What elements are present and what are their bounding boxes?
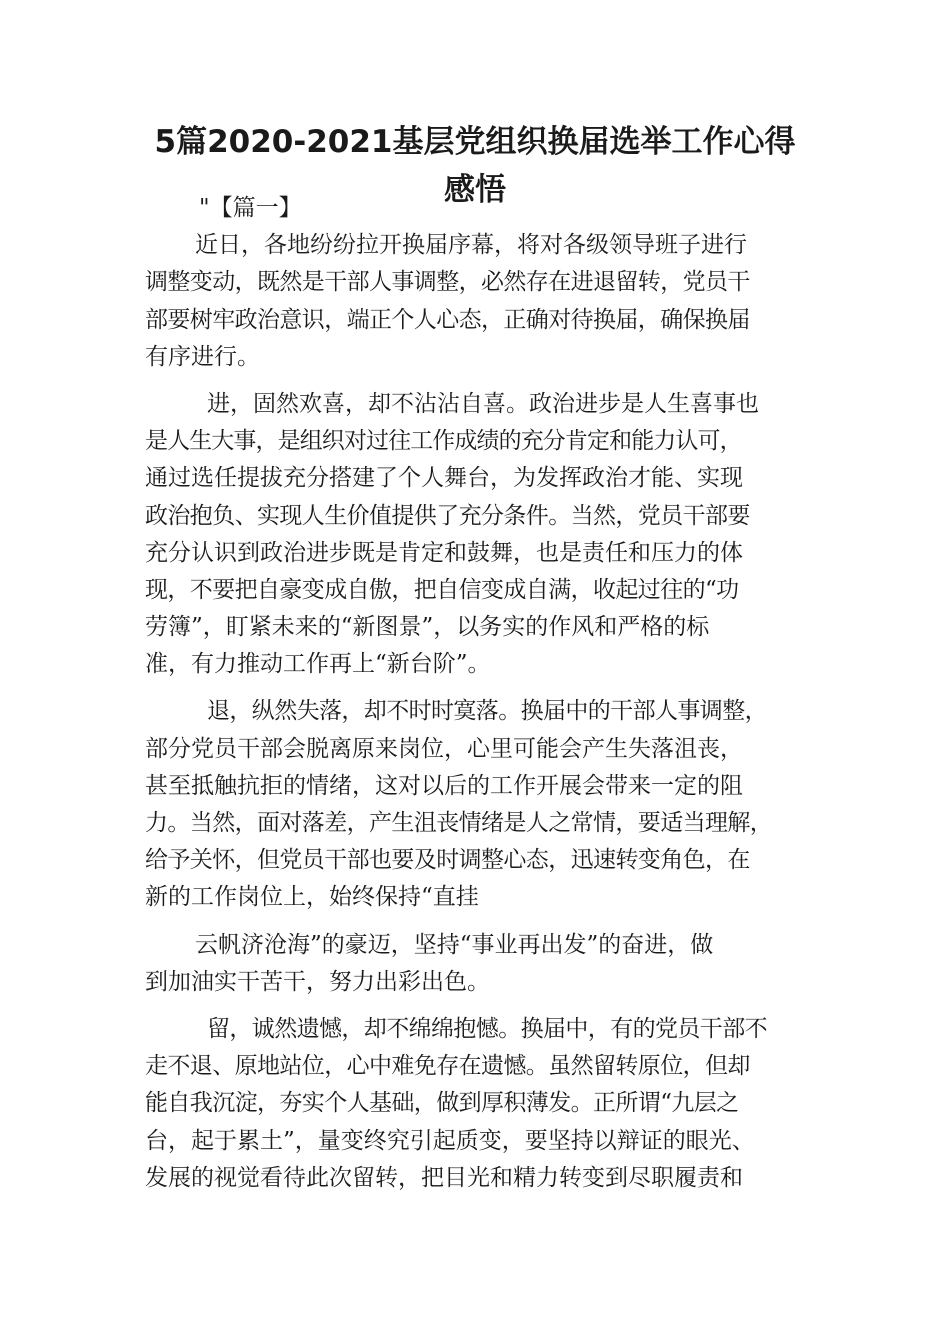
- paragraph-line: 给予关怀，但党员干部也要及时调整心态，迅速转变角色，在: [145, 847, 750, 874]
- paragraph-line: 到加油实干苦干，努力出彩出色。: [145, 968, 490, 995]
- paragraph-line: 进，固然欢喜，却不沾沾自喜。政治进步是人生喜事也: [207, 390, 759, 417]
- paragraph-line: 走不退、原地站位，心中难免存在遗憾。虽然留转原位，但却: [145, 1053, 750, 1080]
- paragraph-line: 能自我沉淀，夯实个人基础，做到厚积薄发。正所谓“九层之: [145, 1090, 739, 1117]
- paragraph-line: 政治抱负、实现人生价值提供了充分条件。当然，党员干部要: [145, 502, 750, 529]
- paragraph-line: 现，不要把自豪变成自傲，把自信变成自满，收起过往的“功: [145, 576, 739, 603]
- section-heading: "【篇一】: [199, 195, 302, 221]
- paragraph-gap: [145, 683, 815, 693]
- paragraph-line: 近日，各地纷纷拉开换届序幕，将对各级领导班子进行: [195, 232, 747, 259]
- paragraph-line: 发展的视觉看待此次留转，把目光和精力转变到尽职履责和: [145, 1164, 743, 1191]
- paragraph-line: 云帆济沧海”的豪迈，坚持“事业再出发”的奋进，做: [195, 931, 714, 958]
- document-title-line-1: 5篇2020-2021基层党组织换届选举工作心得: [154, 124, 796, 160]
- paragraph-line: 是人生大事，是组织对过往工作成绩的充分肯定和能力认可，: [145, 428, 742, 455]
- paragraph-line: 有序进行。: [145, 343, 260, 370]
- paragraph-gap: [145, 1001, 815, 1011]
- paragraph-line: 新的工作岗位上，始终保持“直挂: [145, 884, 479, 911]
- paragraph-line: 调整变动，既然是干部人事调整，必然存在进退留转，党员干: [145, 269, 750, 296]
- paragraph-line: 通过选任提拔充分搭建了个人舞台，为发挥政治才能、实现: [145, 465, 743, 492]
- paragraph-gap: [145, 376, 815, 386]
- paragraph-line: 部要树牢政治意识，端正个人心态，正确对待换届，确保换届: [145, 306, 750, 333]
- paragraph-line: 力。当然，面对落差，产生沮丧情绪是人之常情，要适当理解，: [145, 810, 773, 836]
- document-body: [145, 190, 815, 1197]
- paragraph-line: 劳簿”，盯紧未来的“新图景”，以务实的作风和严格的标: [145, 614, 710, 641]
- paragraph-gap: [145, 917, 815, 927]
- paragraph-line: 退，纵然失落，却不时时寞落。换届中的干部人事调整，: [207, 698, 768, 725]
- document-title-line-2: 感悟: [444, 172, 506, 208]
- paragraph-line: 充分认识到政治进步既是肯定和鼓舞，也是责任和压力的体: [145, 539, 743, 566]
- paragraph-line: 台，起于累土”，量变终究引起质变，要坚持以辩证的眼光、: [145, 1127, 755, 1154]
- paragraph-line: 准，有力推动工作再上“新台阶”。: [145, 651, 491, 678]
- paragraph-line: 留，诚然遗憾，却不绵绵抱憾。换届中，有的党员干部不: [207, 1015, 768, 1042]
- paragraph-line: 部分党员干部会脱离原来岗位，心里可能会产生失落沮丧，: [145, 735, 743, 762]
- paragraph-line: 甚至抵触抗拒的情绪，这对以后的工作开展会带来一定的阻: [145, 772, 743, 799]
